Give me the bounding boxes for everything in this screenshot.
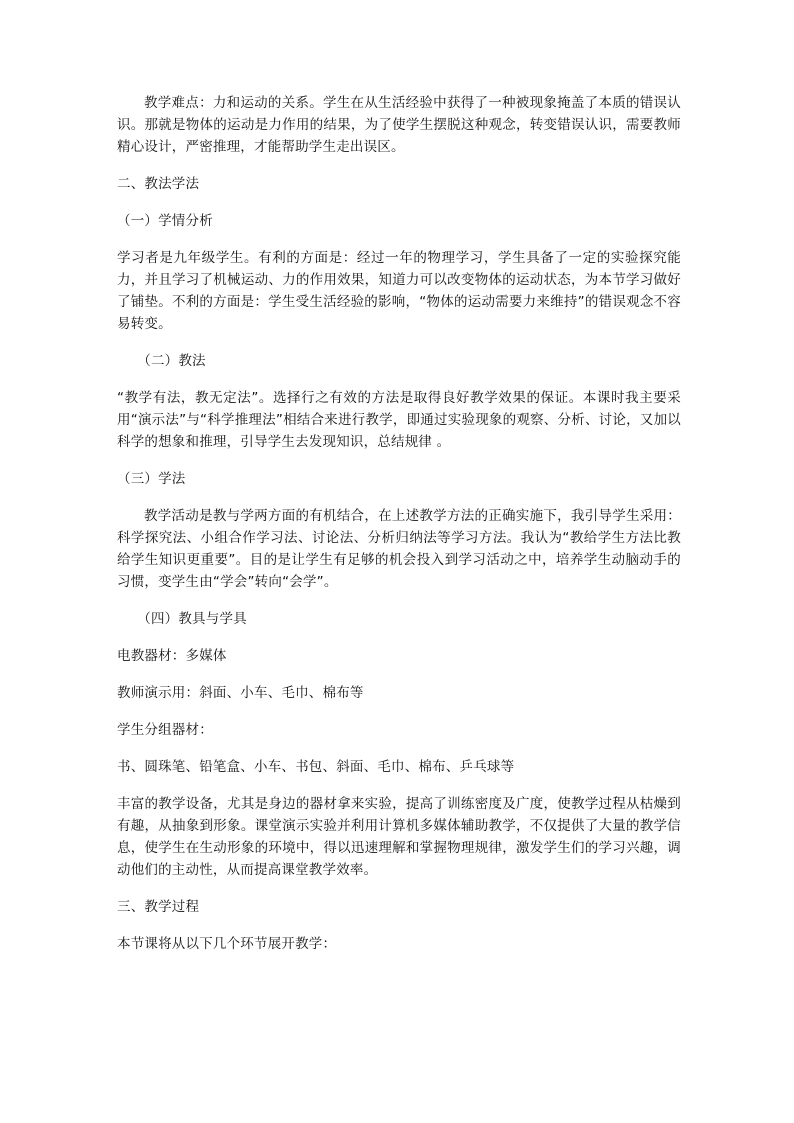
paragraph-teacher-demo: 教师演示用：斜面、小车、毛巾、棉布等: [117, 685, 364, 701]
paragraph-av-equipment: 电教器材：多媒体: [117, 648, 227, 664]
paragraph-group-equipment-list: 书、圆珠笔、铅笔盒、小车、书包、斜面、毛巾、棉布、乒乓球等: [117, 759, 515, 775]
paragraph-teaching-method: “教学有法，教无定法”。选择行之有效的方法是取得良好教学效果的保证。本课时我主要采用“演示法”与“科学推理法”相结合来进行教学，即通过实验现象的观察、分析、讨论，又加以科学的想象和推理，引导学生去发现知识，总结规律 。: [117, 390, 681, 450]
subheading-learner-analysis: （一）学情分析: [117, 213, 213, 229]
paragraph-teaching-difficulty: 教学难点：力和运动的关系。学生在从生活经验中获得了一种被现象掩盖了本质的错误认识。那就是物体的运动是力作用的结果，为了使学生摆脱这种观念，转变错误认识，需要教师精心设计，严密推理，才能帮助学生走出误区。: [117, 95, 681, 155]
paragraph-learning-method: 教学活动是教与学两方面的有机结合，在上述教学方法的正确实施下，我引导学生采用：科学探究法、小组合作学习法、讨论法、分析归纳法等学习方法。我认为“教给学生方法比教给学生知识更重要”。目的是让学生有足够的机会投入到学习活动之中，培养学生动脑动手的习惯，变学生由“学会”转向“会学”。: [117, 508, 681, 590]
paragraph-learner-analysis: 学习者是九年级学生。有利的方面是：经过一年的物理学习，学生具备了一定的实验探究能力，并且学习了机械运动、力的作用效果，知道力可以改变物体的运动状态，为本节学习做好了铺垫。不利的方面是：学生受生活经验的影响，“物体的运动需要力来维持”的错误观念不容易转变。: [117, 250, 681, 332]
section-heading-process: 三、教学过程: [117, 899, 200, 915]
section-heading-methods: 二、教法学法: [117, 176, 200, 192]
paragraph-process-intro: 本节课将从以下几个环节展开教学：: [117, 936, 337, 952]
document-page: [117, 92, 681, 955]
subheading-teaching-method: （二）教法: [137, 353, 206, 369]
paragraph-equipment-benefits: 丰富的教学设备，尤其是身边的器材拿来实验，提高了训练密度及广度，使教学过程从枯燥到有趣，从抽象到形象。课堂演示实验并利用计算机多媒体辅助教学，不仅提供了大量的教学信息，使学生在生动形象的环境中，得以迅速理解和掌握物理规律，激发学生们的学习兴趣，调动他们的主动性，从而提高课堂教学效率。: [117, 796, 681, 878]
subheading-learning-method: （三）学法: [117, 471, 186, 487]
subheading-teaching-aids: （四）教具与学具: [137, 611, 247, 627]
paragraph-group-equipment-label: 学生分组器材：: [117, 722, 213, 738]
